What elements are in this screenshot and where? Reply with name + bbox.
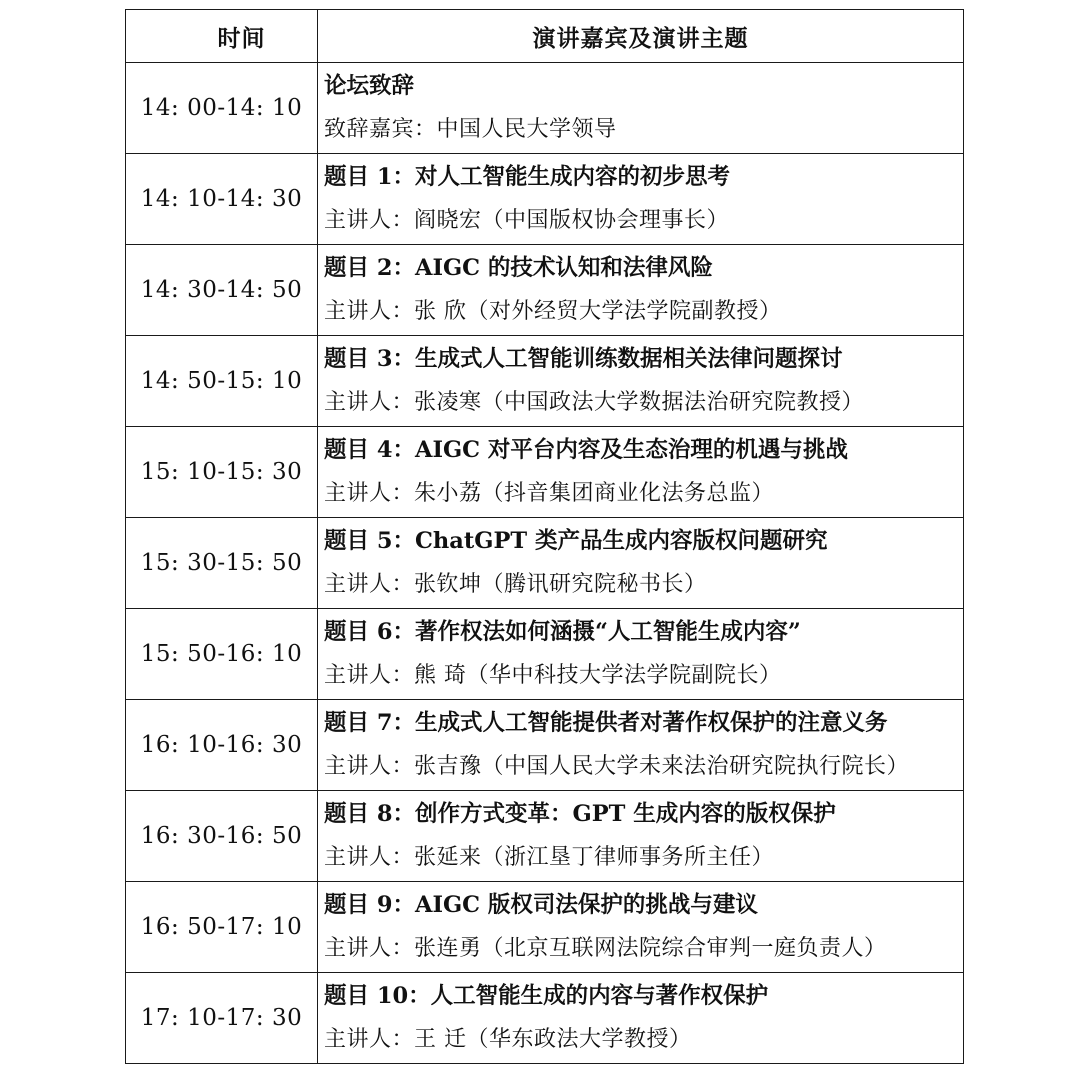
topic-cell [318, 245, 964, 336]
speaker: 主讲人：张吉豫（中国人民大学未来法治研究院执行院长） [324, 754, 910, 779]
topic-title: 题目 2：AIGC 的技术认知和法律风险 [324, 255, 713, 281]
speaker: 主讲人：张钦坤（腾讯研究院秘书长） [324, 572, 707, 597]
speaker: 主讲人：张连勇（北京互联网法院综合审判一庭负责人） [324, 936, 887, 961]
topic-title: 题目 1：对人工智能生成内容的初步思考 [324, 164, 730, 190]
table-row [126, 700, 964, 791]
table-row [126, 882, 964, 973]
speaker: 主讲人：王 迁（华东政法大学教授） [324, 1027, 692, 1052]
header-time: 时间 [126, 10, 318, 63]
header-row [126, 10, 964, 63]
topic-cell [318, 791, 964, 882]
speaker: 主讲人：张凌寒（中国政法大学数据法治研究院教授） [324, 390, 865, 415]
topic-cell [318, 336, 964, 427]
table-row [126, 154, 964, 245]
table-row [126, 63, 964, 154]
header-topic: 演讲嘉宾及演讲主题 [318, 10, 964, 63]
speaker: 致辞嘉宾：中国人民大学领导 [324, 117, 617, 142]
table-row [126, 336, 964, 427]
topic-cell [318, 700, 964, 791]
time-slot: 16: 30-16: 50 [126, 791, 318, 882]
table-row [126, 791, 964, 882]
table-row [126, 609, 964, 700]
time-slot: 16: 50-17: 10 [126, 882, 318, 973]
time-slot: 14: 50-15: 10 [126, 336, 318, 427]
topic-cell [318, 427, 964, 518]
topic-title: 论坛致辞 [324, 73, 415, 99]
table-row [126, 518, 964, 609]
time-slot: 14: 10-14: 30 [126, 154, 318, 245]
topic-title: 题目 4：AIGC 对平台内容及生态治理的机遇与挑战 [324, 437, 848, 463]
speaker: 主讲人：阎晓宏（中国版权协会理事长） [324, 208, 730, 233]
time-slot: 17: 10-17: 30 [126, 973, 318, 1064]
time-slot: 14: 30-14: 50 [126, 245, 318, 336]
time-slot: 15: 30-15: 50 [126, 518, 318, 609]
topic-title: 题目 7：生成式人工智能提供者对著作权保护的注意义务 [324, 710, 888, 736]
speaker: 主讲人：张 欣（对外经贸大学法学院副教授） [324, 299, 782, 324]
topic-title: 题目 3：生成式人工智能训练数据相关法律问题探讨 [324, 346, 843, 372]
topic-cell [318, 518, 964, 609]
topic-cell [318, 63, 964, 154]
speaker: 主讲人：张延来（浙江垦丁律师事务所主任） [324, 845, 775, 870]
time-slot: 15: 10-15: 30 [126, 427, 318, 518]
topic-title: 题目 8：创作方式变革：GPT 生成内容的版权保护 [324, 801, 836, 827]
topic-title: 题目 5：ChatGPT 类产品生成内容版权问题研究 [324, 528, 828, 554]
topic-title: 题目 10：人工智能生成的内容与著作权保护 [324, 983, 769, 1009]
time-slot: 16: 10-16: 30 [126, 700, 318, 791]
table-row [126, 245, 964, 336]
topic-title: 题目 9：AIGC 版权司法保护的挑战与建议 [324, 892, 758, 918]
speaker: 主讲人：熊 琦（华中科技大学法学院副院长） [324, 663, 782, 688]
topic-cell [318, 154, 964, 245]
topic-cell [318, 973, 964, 1064]
topic-cell [318, 882, 964, 973]
topic-cell [318, 609, 964, 700]
table-row [126, 427, 964, 518]
topic-title: 题目 6：著作权法如何涵摄“人工智能生成内容” [324, 619, 801, 645]
time-slot: 14: 00-14: 10 [126, 63, 318, 154]
time-slot: 15: 50-16: 10 [126, 609, 318, 700]
table-row [126, 973, 964, 1064]
speaker: 主讲人：朱小荔（抖音集团商业化法务总监） [324, 481, 775, 506]
schedule-table [125, 9, 964, 1064]
